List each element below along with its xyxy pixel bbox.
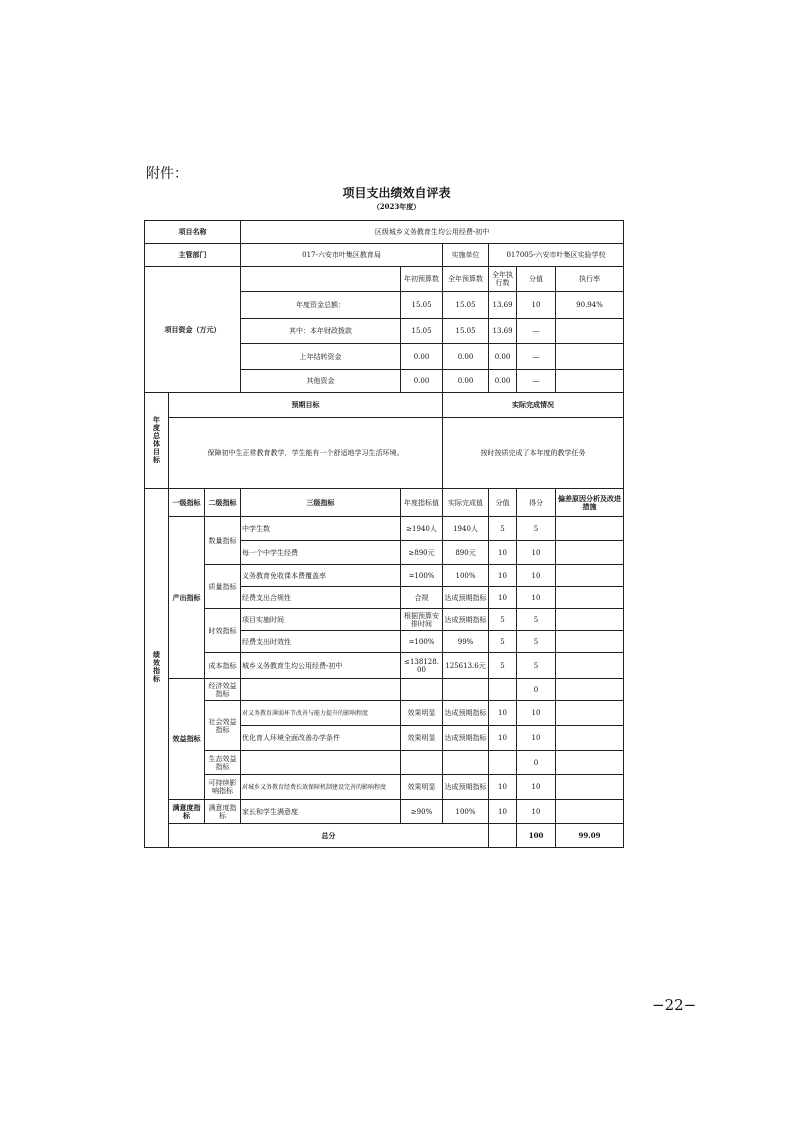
- header-score: 得分: [517, 489, 556, 517]
- indicator-weight: 10: [489, 541, 517, 565]
- level2-cost: 成本指标: [205, 653, 241, 679]
- indicator-target: =100%: [401, 631, 443, 653]
- indicator-actual: 890元: [443, 541, 489, 565]
- indicator-name: 项目实施时间: [241, 609, 401, 631]
- actual-result: 按时按质完成了本年度的教学任务: [443, 418, 624, 489]
- attachment-label: 附件：: [146, 166, 188, 182]
- fund-row-initial: 0.00: [401, 370, 443, 393]
- level2-economic: 经济效益指标: [205, 679, 241, 701]
- level2-quantity: 数量指标: [205, 517, 241, 565]
- total-score: 99.09: [556, 824, 624, 848]
- indicator-name: [241, 751, 401, 775]
- goals-label: 年度总体目标: [145, 393, 169, 489]
- fund-row-weight: 10: [517, 292, 556, 319]
- indicator-actual: 达成预期指标: [443, 775, 489, 800]
- indicator-score: 0: [517, 679, 556, 701]
- indicator-score: 10: [517, 565, 556, 587]
- indicator-deviation: [556, 609, 624, 631]
- indicator-name: [241, 679, 401, 701]
- indicator-actual: 达成预期指标: [443, 587, 489, 609]
- header-level2: 二级指标: [205, 489, 241, 517]
- indicator-score: 10: [517, 775, 556, 800]
- fund-row-initial: 15.05: [401, 319, 443, 344]
- indicator-deviation: [556, 679, 624, 701]
- indicator-actual: [443, 751, 489, 775]
- header-target: 年度指标值: [401, 489, 443, 517]
- indicator-weight: 10: [489, 565, 517, 587]
- indicator-weight: 5: [489, 653, 517, 679]
- page-title: 项目支出绩效自评表: [342, 186, 451, 200]
- project-name-label: 项目名称: [145, 221, 241, 244]
- header-level1: 一级指标: [169, 489, 205, 517]
- unit: 017005-六安市叶集区实验学校: [489, 244, 624, 267]
- indicator-actual: 125613.6元: [443, 653, 489, 679]
- indicator-actual: 99%: [443, 631, 489, 653]
- indicator-target: 效果明显: [401, 726, 443, 751]
- indicator-target: 合规: [401, 587, 443, 609]
- indicator-deviation: [556, 565, 624, 587]
- indicator-target: 效果明显: [401, 775, 443, 800]
- indicator-name: 中学生数: [241, 517, 401, 541]
- fund-row-annual: 0.00: [443, 344, 489, 370]
- header-deviation: 偏差原因分析及改进措施: [556, 489, 624, 517]
- indicator-actual: [443, 679, 489, 701]
- indicator-score: 5: [517, 653, 556, 679]
- fund-row-annual: 0.00: [443, 370, 489, 393]
- project-name: 区级城乡义务教育生均公用经费-初中: [241, 221, 624, 244]
- indicator-name: 每一个中学生经费: [241, 541, 401, 565]
- level2-satisfaction: 满意度指标: [205, 800, 241, 824]
- fund-row-rate: [556, 344, 624, 370]
- dept-label: 主管部门: [145, 244, 241, 267]
- funds-header-annual: 全年预算数: [443, 267, 489, 292]
- indicator-actual: 达成预期指标: [443, 726, 489, 751]
- indicator-weight: 5: [489, 631, 517, 653]
- funds-header-weight: 分值: [517, 267, 556, 292]
- fund-row-executed: 13.69: [489, 292, 517, 319]
- indicator-score: 10: [517, 726, 556, 751]
- indicator-deviation: [556, 541, 624, 565]
- fund-row-initial: 15.05: [401, 292, 443, 319]
- fund-row-rate: 90.94%: [556, 292, 624, 319]
- indicator-weight: 10: [489, 701, 517, 726]
- page-number: −22−: [652, 996, 697, 1014]
- indicator-actual: 1940人: [443, 517, 489, 541]
- fund-row-annual: 15.05: [443, 292, 489, 319]
- fund-row-weight: —: [517, 344, 556, 370]
- actual-result-label: 实际完成情况: [443, 393, 624, 418]
- indicator-target: [401, 679, 443, 701]
- indicator-deviation: [556, 726, 624, 751]
- expected-goal: 保障初中生正常教育教学，学生能有一个舒适地学习生活环境。: [169, 418, 443, 489]
- total-weight: 100: [517, 824, 556, 848]
- indicator-score: 10: [517, 587, 556, 609]
- fund-row-name: 上年结转资金: [241, 344, 401, 370]
- indicator-weight: 5: [489, 609, 517, 631]
- indicator-name: 义务教育免收课本费覆盖率: [241, 565, 401, 587]
- expected-goal-label: 预期目标: [169, 393, 443, 418]
- level2-ecological: 生态效益指标: [205, 751, 241, 775]
- total-blank: [489, 824, 517, 848]
- indicator-weight: 10: [489, 800, 517, 824]
- header-level3: 三级指标: [241, 489, 401, 517]
- indicator-score: 5: [517, 609, 556, 631]
- indicator-name: 城乡义务教育生均公用经费-初中: [241, 653, 401, 679]
- level2-quality: 质量指标: [205, 565, 241, 609]
- fund-row-weight: —: [517, 319, 556, 344]
- year-subtitle: （2023年度）: [372, 202, 421, 211]
- indicator-score: 5: [517, 517, 556, 541]
- indicator-target: =100%: [401, 565, 443, 587]
- indicator-score: 10: [517, 800, 556, 824]
- header-actual: 实际完成值: [443, 489, 489, 517]
- indicator-score: 10: [517, 541, 556, 565]
- indicator-deviation: [556, 751, 624, 775]
- indicator-actual: 100%: [443, 800, 489, 824]
- indicator-name: 优化育人环境全面改善办学条件: [241, 726, 401, 751]
- indicator-name: 经费支出合规性: [241, 587, 401, 609]
- fund-row-executed: 13.69: [489, 319, 517, 344]
- indicator-name: 经费支出时效性: [241, 631, 401, 653]
- indicator-score: 5: [517, 631, 556, 653]
- indicator-target: 根据预算安排时间: [401, 609, 443, 631]
- indicator-target: 效果明显: [401, 701, 443, 726]
- indicator-weight: [489, 679, 517, 701]
- level2-social: 社会效益指标: [205, 701, 241, 751]
- indicator-weight: [489, 751, 517, 775]
- fund-row-rate: [556, 370, 624, 393]
- level2-sustainable: 可持续影响指标: [205, 775, 241, 800]
- level1-satisfaction: 满意度指标: [169, 800, 205, 824]
- indicator-target: ≥1940人: [401, 517, 443, 541]
- level2-timeliness: 时效指标: [205, 609, 241, 653]
- fund-row-weight: —: [517, 370, 556, 393]
- indicator-actual: 达成预期指标: [443, 609, 489, 631]
- fund-row-name: 年度资金总额：: [241, 292, 401, 319]
- fund-row-name: 其中：本年财政拨款: [241, 319, 401, 344]
- unit-label: 实施单位: [443, 244, 489, 267]
- dept: 017-六安市叶集区教育局: [241, 244, 443, 267]
- fund-row-rate: [556, 319, 624, 344]
- indicator-score: 10: [517, 701, 556, 726]
- indicator-deviation: [556, 701, 624, 726]
- indicator-deviation: [556, 775, 624, 800]
- level1-benefit: 效益指标: [169, 679, 205, 800]
- indicator-deviation: [556, 517, 624, 541]
- indicator-weight: 10: [489, 587, 517, 609]
- fund-row-initial: 0.00: [401, 344, 443, 370]
- indicator-target: ≥90%: [401, 800, 443, 824]
- indicator-deviation: [556, 800, 624, 824]
- indicator-deviation: [556, 631, 624, 653]
- indicator-weight: 10: [489, 726, 517, 751]
- indicators-label: 绩效指标: [145, 489, 169, 848]
- funds-header-blank: [241, 267, 401, 292]
- indicator-actual: 100%: [443, 565, 489, 587]
- indicator-weight: 5: [489, 517, 517, 541]
- fund-row-executed: 0.00: [489, 370, 517, 393]
- indicator-name: 家长和学生满意度: [241, 800, 401, 824]
- indicator-score: 0: [517, 751, 556, 775]
- indicator-name: 对城乡义务教育经费长效保障机制建设完善的影响程度: [241, 775, 401, 800]
- fund-row-executed: 0.00: [489, 344, 517, 370]
- header-weight: 分值: [489, 489, 517, 517]
- indicator-deviation: [556, 653, 624, 679]
- funds-header-initial: 年初预算数: [401, 267, 443, 292]
- level1-output: 产出指标: [169, 517, 205, 679]
- indicator-target: [401, 751, 443, 775]
- funds-header-executed: 全年执行数: [489, 267, 517, 292]
- total-label: 总分: [169, 824, 489, 848]
- indicator-deviation: [556, 587, 624, 609]
- evaluation-table: [144, 220, 624, 848]
- funds-label: 项目资金（万元）: [145, 267, 241, 393]
- funds-header-rate: 执行率: [556, 267, 624, 292]
- indicator-weight: 10: [489, 775, 517, 800]
- fund-row-name: 其他资金: [241, 370, 401, 393]
- fund-row-annual: 15.05: [443, 319, 489, 344]
- indicator-name: 对义务教育薄弱环节改善与能力提升的影响程度: [241, 701, 401, 726]
- indicator-actual: 达成预期指标: [443, 701, 489, 726]
- indicator-target: ≤138128.00: [401, 653, 443, 679]
- indicator-target: ≥890元: [401, 541, 443, 565]
